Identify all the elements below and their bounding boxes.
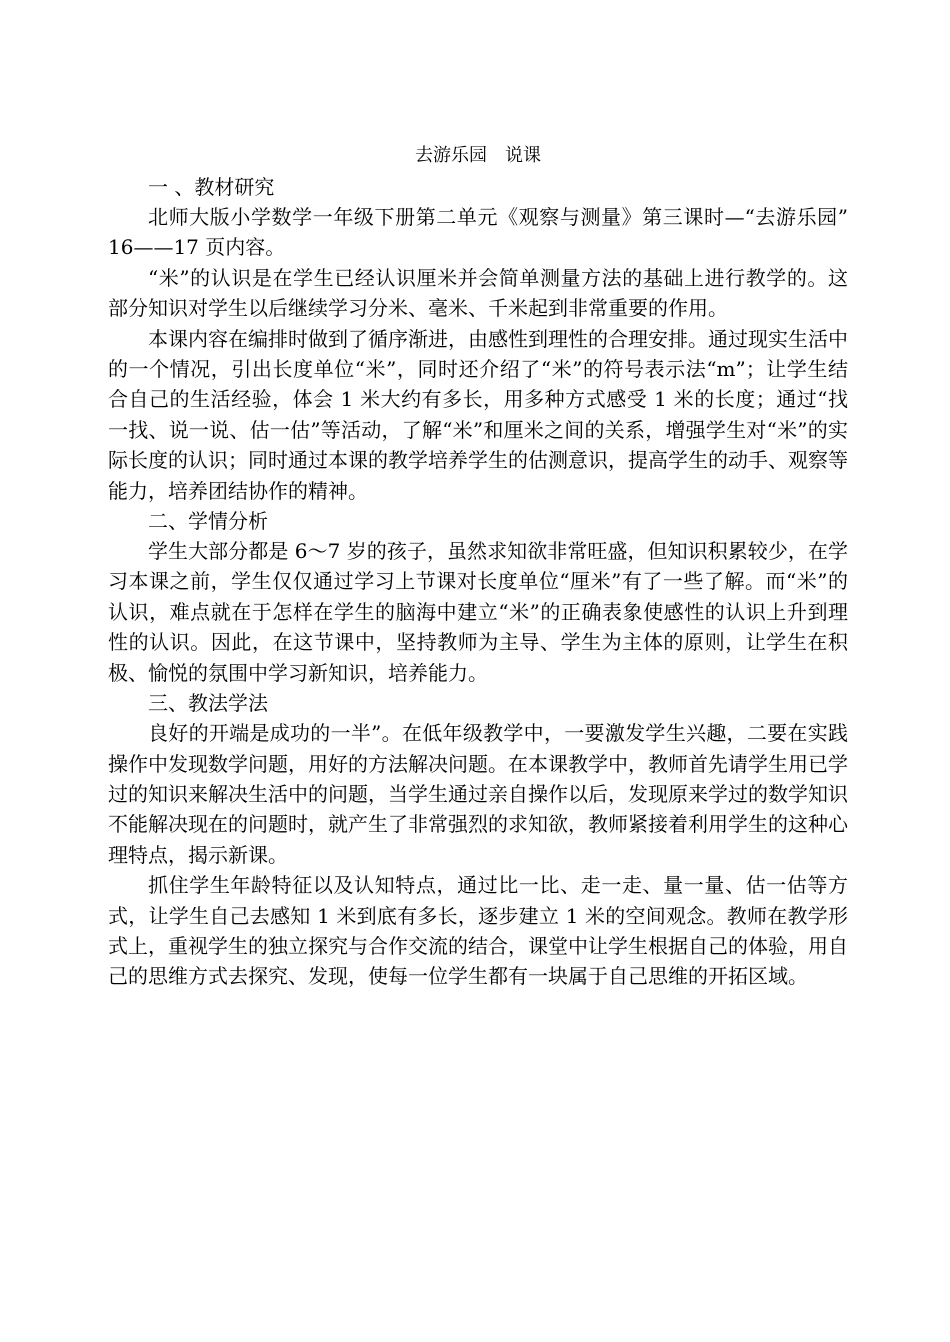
section-heading: 一 、教材研究	[148, 175, 275, 199]
document-body	[108, 140, 848, 992]
paragraph: “米”的认识是在学生已经认识厘米并会简单测量方法的基础上进行教学的。这部分知识对学生以后继续学习分米、毫米、千米起到非常重要的作用。	[108, 265, 848, 321]
paragraph: 本课内容在编排时做到了循序渐进，由感性到理性的合理安排。通过现实生活中的一个情况，引出长度单位“米”，同时还介绍了“米”的符号表示法“m”；让学生结合自己的生活经验，体会 1 米大约有多长，用多种方式感受 1 米的长度；通过“找一找、说一说、估一估”等活动，了解“米”和厘米之间的关系，增强学生对“米”的实际长度的认识；同时通过本课的教学培养学生的估测意识，提高学生的动手、观察等能力，培养团结协作的精神。	[108, 326, 848, 503]
section-student-analysis	[108, 506, 848, 688]
section-heading: 二、学情分析	[148, 509, 268, 534]
document-title: 去游乐园 说课	[415, 145, 541, 166]
paragraph: 学生大部分都是 6～7 岁的孩子，虽然求知欲非常旺盛，但知识积累较少，在学习本课之前，学生仅仅通过学习上节课对长度单位“厘米”有了一些了解。而“米”的认识，难点就在于怎样在学生的脑海中建立“米”的正确表象使感性的认识上升到理性的认识。因此，在这节课中，坚持教师为主导、学生为主体的原则，让学生在积极、愉悦的氛围中学习新知识，培养能力。	[108, 539, 848, 685]
paragraph: 北师大版小学数学一年级下册第二单元《观察与测量》第三课时—“去游乐园” 16——17 页内容。	[108, 205, 848, 260]
paragraph: 抓住学生年龄特征以及认知特点，通过比一比、走一走、量一量、估一估等方式，让学生自己去感知 1 米到底有多长，逐步建立 1 米的空间观念。教师在教学形式上，重视学生的独立探究与合作交流的结合，课堂中让学生根据自己的体验，用自己的思维方式去探究、发现，使每一位学生都有一块属于自己思维的开拓区域。	[108, 873, 848, 989]
section-textbook-research	[108, 172, 848, 506]
paragraph: 良好的开端是成功的一半”。在低年级教学中，一要激发学生兴趣，二要在实践操作中发现数学问题，用好的方法解决问题。在本课教学中，教师首先请学生用已学过的知识来解决生活中的问题，当学生通过亲自操作以后，发现原来学过的数学知识不能解决现在的问题时，就产生了非常强烈的求知欲，教师紧接着利用学生的这种心理特点，揭示新课。	[108, 721, 848, 867]
section-heading: 三、教法学法	[148, 691, 268, 716]
section-teaching-methods	[108, 688, 848, 992]
